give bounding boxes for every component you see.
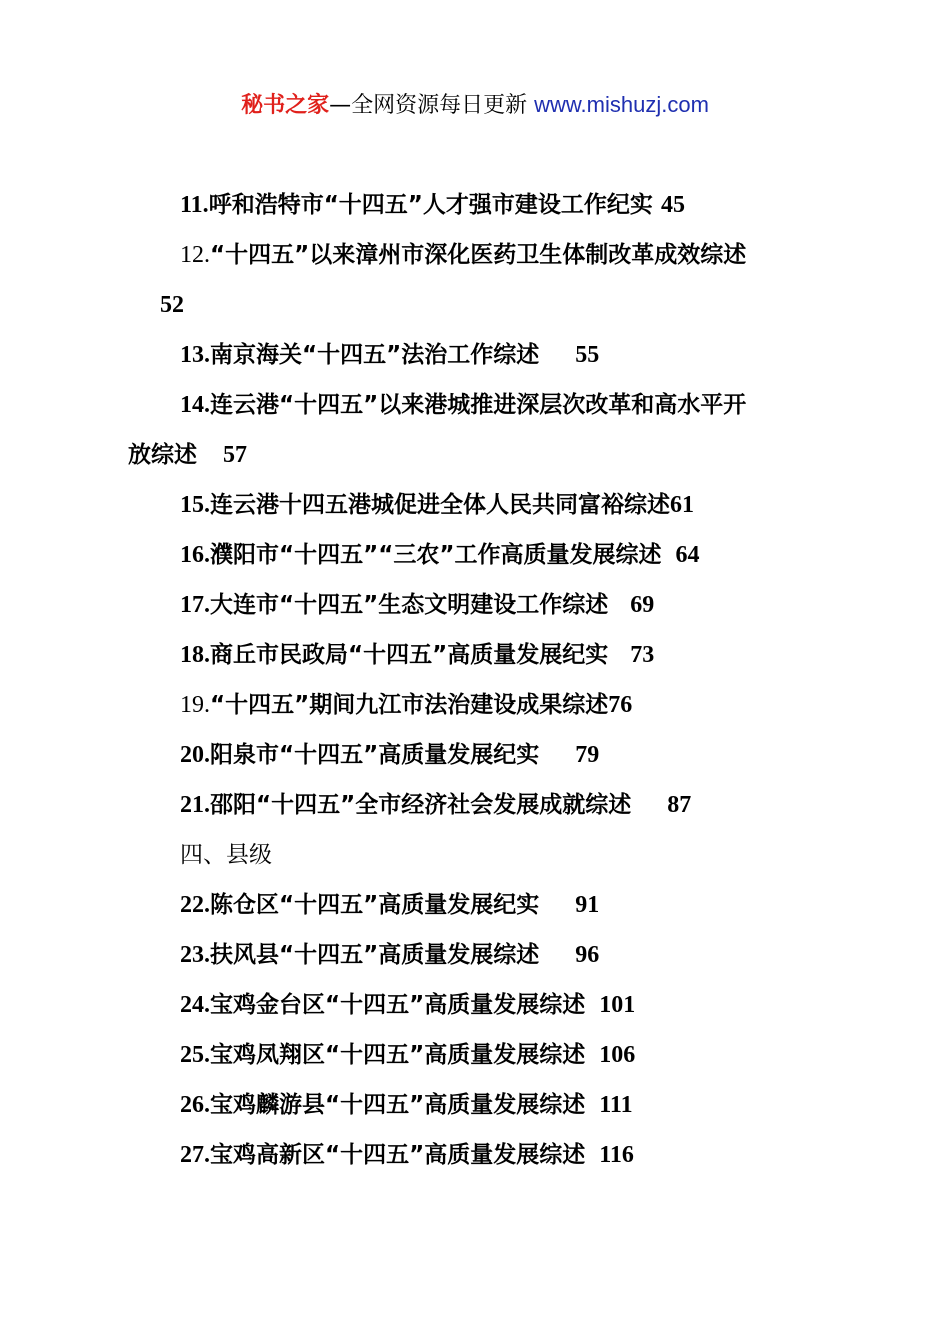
entry-page: 79 [575,742,600,768]
entry-title: 宝鸡凤翔区“十四五”高质量发展综述 [210,1042,586,1068]
entry-title: “十四五”期间九江市法治建设成果综述 [210,692,609,718]
toc-entry-27[interactable] [0,1130,950,1180]
entry-page: 87 [667,792,692,818]
toc-entry-26[interactable] [0,1080,950,1130]
section-heading-county [0,830,950,880]
toc-entry-14[interactable] [0,380,950,480]
entry-number: 26. [180,1092,210,1118]
entry-number: 13. [180,342,210,368]
entry-title: 陈仓区“十四五”高质量发展纪实 [210,892,540,918]
entry-title: 商丘市民政局“十四五”高质量发展纪实 [210,642,609,668]
entry-number: 20. [180,742,210,768]
toc-entry-23[interactable] [0,930,950,980]
entry-page: 106 [599,1042,636,1068]
toc-entry-18[interactable] [0,630,950,680]
entry-title: 大连市“十四五”生态文明建设工作综述 [210,592,609,618]
toc-entry-11[interactable] [0,180,950,230]
section-title: 四、县级 [180,842,272,868]
table-of-contents [0,180,950,1180]
entry-number: 11. [180,192,209,218]
header-slogan: —全网资源每日更新 [329,93,528,118]
entry-number: 16. [180,542,210,568]
toc-entry-19[interactable] [0,680,950,730]
toc-entry-15[interactable] [0,480,950,530]
toc-entry-25[interactable] [0,1030,950,1080]
entry-title: 濮阳市“十四五”“三农”工作高质量发展综述 [210,542,662,568]
entry-page: 64 [675,542,700,568]
brand-name: 秘书之家 [241,93,330,118]
entry-page: 55 [575,342,600,368]
entry-title: 连云港十四五港城促进全体人民共同富裕综述 [210,492,670,518]
entry-title: 呼和浩特市“十四五”人才强市建设工作纪实 [208,192,653,218]
toc-entry-12[interactable] [0,230,950,330]
toc-entry-21[interactable] [0,780,950,830]
entry-page: 52 [160,292,184,318]
entry-number: 14. [180,392,210,418]
entry-number: 22. [180,892,210,918]
entry-title: 宝鸡金台区“十四五”高质量发展综述 [210,992,586,1018]
entry-number: 19. [180,692,210,718]
toc-entry-20[interactable] [0,730,950,780]
entry-page: 96 [575,942,600,968]
entry-page: 73 [630,642,655,668]
entry-page: 69 [630,592,655,618]
toc-entry-22[interactable] [0,880,950,930]
entry-number: 15. [180,492,210,518]
entry-title: 宝鸡麟游县“十四五”高质量发展综述 [210,1092,586,1118]
entry-page: 111 [599,1092,633,1118]
toc-entry-17[interactable] [0,580,950,630]
entry-title: “十四五”以来漳州市深化医药卫生体制改革成效综述 [210,242,747,268]
entry-title: 南京海关“十四五”法治工作综述 [210,342,540,368]
entry-number: 24. [180,992,210,1018]
toc-entry-16[interactable] [0,530,950,580]
entry-number: 27. [180,1142,210,1168]
entry-page: 61 [670,492,694,518]
entry-number: 17. [180,592,210,618]
entry-page: 101 [599,992,636,1018]
entry-page: 57 [223,442,248,468]
entry-title: 邵阳“十四五”全市经济社会发展成就综述 [210,792,632,818]
entry-page: 45 [660,192,685,218]
entry-title-part1: 连云港“十四五”以来港城推进深层次改革和高水平开 [210,392,747,418]
entry-number: 12. [180,242,210,268]
site-link[interactable]: www.mishuzj.com [534,92,709,117]
entry-title: 宝鸡高新区“十四五”高质量发展综述 [210,1142,586,1168]
entry-number: 23. [180,942,210,968]
toc-entry-24[interactable] [0,980,950,1030]
entry-title-part2: 放综述 [128,442,197,468]
entry-title: 扶风县“十四五”高质量发展综述 [210,942,540,968]
entry-page: 91 [575,892,600,918]
toc-entry-13[interactable] [0,330,950,380]
entry-number: 18. [180,642,210,668]
entry-page: 76 [608,692,633,718]
entry-number: 25. [180,1042,210,1068]
entry-page: 116 [599,1142,634,1168]
entry-number: 21. [180,792,210,818]
page-header [0,88,950,123]
entry-title: 阳泉市“十四五”高质量发展纪实 [210,742,540,768]
